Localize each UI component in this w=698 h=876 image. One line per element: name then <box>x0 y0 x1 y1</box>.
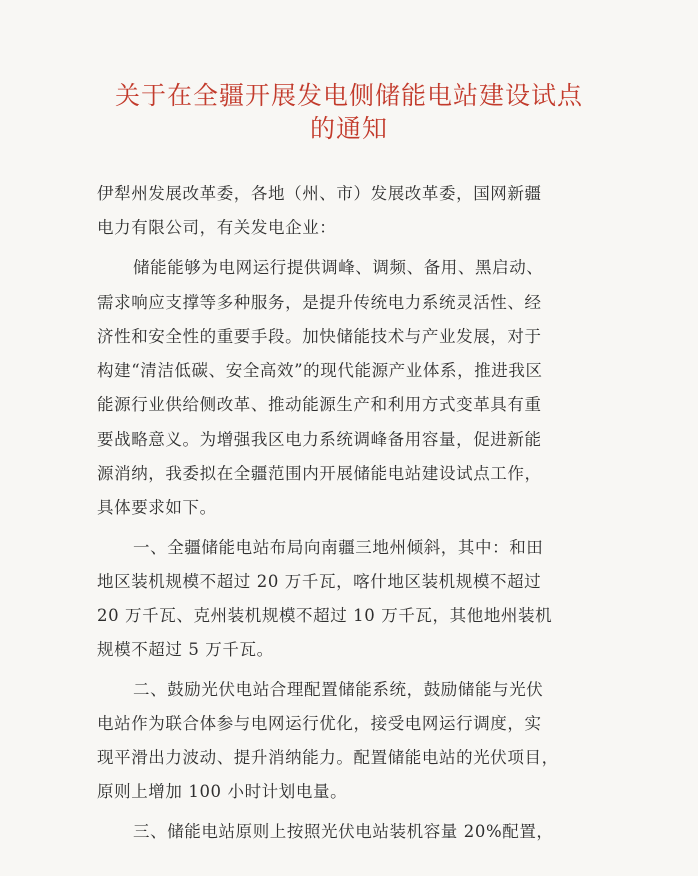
intro-line: 需求响应支撑等多种服务，是提升传统电力系统灵活性、经 <box>97 293 542 312</box>
intro-line: 具体要求如下。 <box>97 498 217 517</box>
intro-line: 要战略意义。为增强我区电力系统调峰备用容量，促进新能 <box>97 430 542 449</box>
item2-line: 现平滑出力波动、提升消纳能力。配置储能电站的光伏项目， <box>97 748 559 767</box>
intro-line: 济性和安全性的重要手段。加快储能技术与产业发展，对于 <box>97 327 542 346</box>
intro-line: 源消纳，我委拟在全疆范围内开展储能电站建设试点工作， <box>97 464 542 483</box>
item1-line: 规模不超过 5 万千瓦。 <box>97 640 274 659</box>
item2-line: 电站作为联合体参与电网运行优化，接受电网运行调度，实 <box>97 714 542 733</box>
item1-line: 地区装机规模不超过 20 万千瓦，喀什地区装机规模不超过 <box>97 572 542 591</box>
intro-line: 能源行业供给侧改革、推动能源生产和利用方式变革具有重 <box>97 395 542 414</box>
addressee-line: 伊犁州发展改革委，各地（州、市）发展改革委，国网新疆 <box>97 184 542 203</box>
intro-line: 储能能够为电网运行提供调峰、调频、备用、黑启动、 <box>133 258 544 277</box>
item1-line: 一、全疆储能电站布局向南疆三地州倾斜，其中：和田 <box>133 538 544 557</box>
document-title-line-1: 关于在全疆开展发电侧储能电站建设试点 <box>114 81 583 110</box>
intro-line: 构建“清洁低碳、安全高效”的现代能源产业体系，推进我区 <box>97 361 543 380</box>
addressee-line: 电力有限公司，有关发电企业： <box>97 218 337 237</box>
item3-line: 三、储能电站原则上按照光伏电站装机容量 20%配置， <box>133 822 554 841</box>
item2-line: 二、鼓励光伏电站合理配置储能系统，鼓励储能与光伏 <box>133 680 544 699</box>
document-title-line-2: 的通知 <box>309 114 388 143</box>
item1-line: 20 万千瓦、克州装机规模不超过 10 万千瓦，其他地州装机 <box>97 606 553 625</box>
item2-line: 原则上增加 100 小时计划电量。 <box>97 782 348 801</box>
